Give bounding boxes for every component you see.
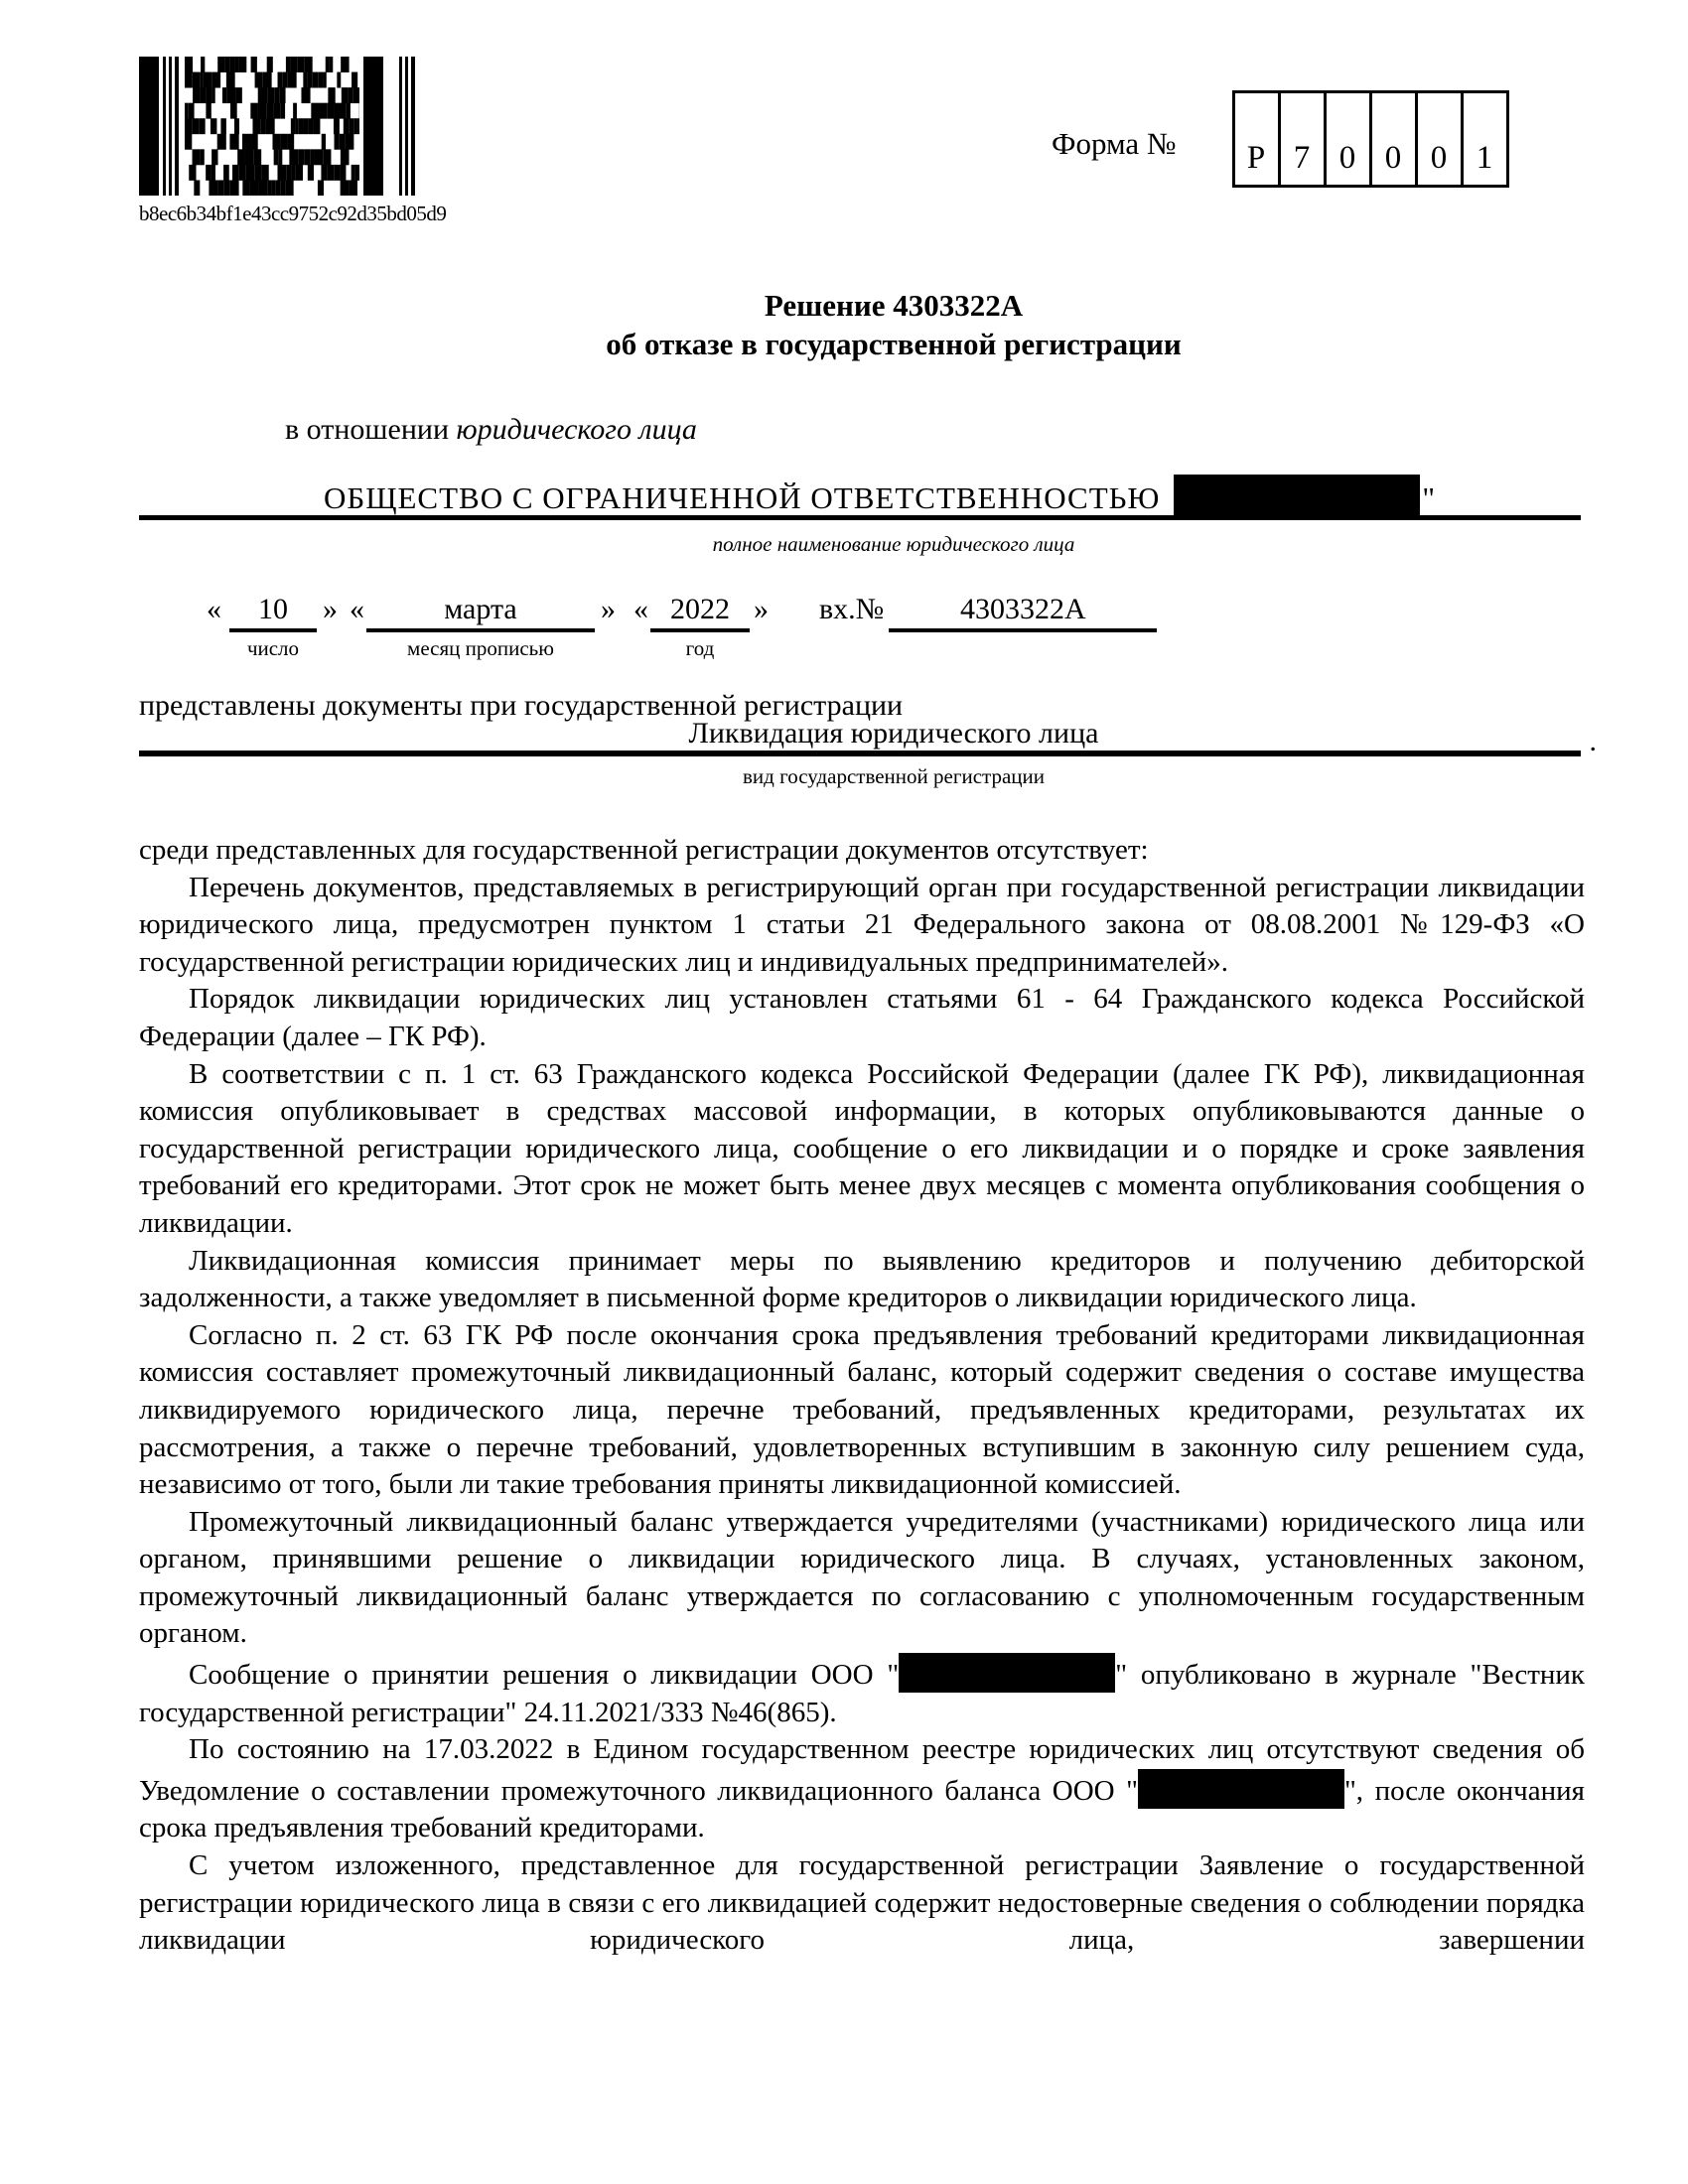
body-paragraph: С учетом изложенного, представленное для государственной регистрации Заявление о государственной регистрации юридического лица в связи с его ликвидацией содержит недостоверные сведения о соблюдении порядка ликвидации юридического лица, завершении	[139, 1849, 1585, 1957]
open-guillemet: «	[350, 593, 364, 625]
registration-type-value: Ликвидация юридического лица	[688, 717, 1099, 750]
barcode-block	[139, 57, 447, 226]
subject-prefix: в отношении	[285, 413, 457, 446]
body-paragraph: Сообщение о принятии решения о ликвидации ООО " " опубликовано в журнале "Вестник государственной регистрации" 24.11.2021/333 №46(865).	[139, 1653, 1585, 1731]
day-label: число	[246, 636, 300, 660]
body-paragraph: Перечень документов, представляемых в регистрирующий орган при государственной регистрации ликвидации юридического лица, предусмотрен пунктом 1 статьи 21 Федерального закона от 08.08.2001 №129-ФЗ «О государственной регистрации юридических лиц и индивидуальных предпринимателей».	[139, 871, 1585, 978]
company-name: ОБЩЕСТВО С ОГРАНИЧЕННОЙ ОТВЕТСТВЕННОСТЬЮ	[324, 480, 1161, 515]
body-paragraph: В соответствии с п. 1 ст. 63 Гражданского кодекса Российской Федерации (далее ГК РФ), ликвидационная комиссия опубликовывает в средствах массовой информации, в которых опубликовываются данные о государственной регистрации юридического лица, сообщение о его ликвидации и о порядке и сроке заявления требований его кредиторами. Этот срок не может быть менее двух месяцев с момента опубликования сообщения о ликвидации.	[139, 1057, 1585, 1239]
close-guillemet: »	[601, 593, 616, 625]
form-number-cell: 1	[1464, 90, 1509, 188]
year-value: 2022	[650, 593, 750, 632]
company-name-caption: полное наименование юридического лица	[712, 532, 1075, 556]
year-field	[650, 593, 750, 661]
form-number-block	[1052, 90, 1509, 188]
inbox-number-value: 4303322А	[889, 593, 1157, 632]
open-guillemet: «	[633, 593, 648, 625]
subject-line	[285, 413, 697, 447]
pdf417-barcode-icon	[139, 57, 424, 196]
body-paragraph: По состоянию на 17.03.2022 в Едином государственном реестре юридических лиц отсутствуют сведения об Уведомление о составлении промежуточного ликвидационного баланса ООО " ", после окончания срока предъявления требований кредиторами.	[139, 1733, 1586, 1844]
day-value: 10	[229, 593, 317, 632]
month-label: месяц прописью	[407, 636, 554, 660]
month-field	[366, 593, 595, 661]
month-value: марта	[366, 593, 595, 632]
document-body	[139, 832, 1585, 1960]
redacted-text	[1138, 1769, 1344, 1809]
close-guillemet: »	[754, 593, 769, 625]
registration-intro: представлены документы при государственной регистрации	[139, 689, 904, 722]
body-paragraph: Согласно п. 2 ст. 63 ГК РФ после окончания срока предъявления требований кредиторами ликвидационная комиссия составляет промежуточный ликвидационный баланс, который содержит сведения о составе имущества ликвидируемого юридического лица, перечне требований, предъявленных кредиторами, результатах их рассмотрения, а также о перечне требований, удовлетворенных вступившим в законную силу решением суда, независимо от того, были ли такие требования приняты ликвидационной комиссией.	[139, 1318, 1585, 1501]
form-number-cell: 0	[1418, 90, 1464, 188]
registration-line-period: .	[1589, 725, 1597, 757]
open-guillemet: «	[207, 593, 221, 625]
day-field	[229, 593, 317, 661]
inbox-number-label: вх.№	[819, 593, 885, 625]
redacted-text	[899, 1653, 1115, 1693]
year-label: год	[685, 636, 715, 660]
form-number-cell: 7	[1281, 90, 1327, 188]
form-number-cell: Р	[1232, 90, 1281, 188]
date-row	[207, 593, 1157, 661]
form-number-cell: 0	[1327, 90, 1372, 188]
form-number-label: Форма №	[1052, 126, 1177, 161]
body-paragraph: Промежуточный ликвидационный баланс утверждается учредителями (участниками) юридического лица или органом, принявшими решение о ликвидации юридического лица. В случаях, установленных законом, промежуточный ликвидационный баланс утверждается по согласованию с уполномоченным государственным органом.	[139, 1505, 1585, 1650]
title-line-1: Решение 4303322А	[764, 288, 1024, 323]
registration-type-caption: вид государственной регистрации	[743, 764, 1045, 788]
registration-type-line	[139, 717, 1597, 757]
body-paragraph: Ликвидационная комиссия принимает меры по выявлению кредиторов и получению дебиторской задолженности, а также уведомляет в письменной форме кредиторов о ликвидации юридического лица.	[139, 1244, 1585, 1314]
redacted-company-name	[1174, 475, 1420, 519]
close-guillemet: »	[323, 593, 338, 625]
company-name-line	[139, 475, 1581, 520]
form-number-cell: 0	[1372, 90, 1418, 188]
body-paragraph: среди представленных для государственной регистрации документов отсутствует:	[139, 834, 1149, 866]
title-line-2: об отказе в государственной регистрации	[606, 327, 1182, 361]
body-paragraph: Порядок ликвидации юридических лиц установлен статьями 61 - 64 Гражданского кодекса Российской Федерации (далее – ГК РФ).	[139, 983, 1585, 1052]
document-title	[139, 286, 1648, 363]
form-number-cells	[1232, 90, 1509, 188]
barcode-caption: b8ec6b34bf1e43cc9752c92d35bd05d9	[139, 202, 447, 225]
subject-entity: юридического лица	[456, 413, 697, 446]
company-closing-quote: "	[1422, 480, 1436, 515]
inbox-number-field	[889, 593, 1157, 632]
